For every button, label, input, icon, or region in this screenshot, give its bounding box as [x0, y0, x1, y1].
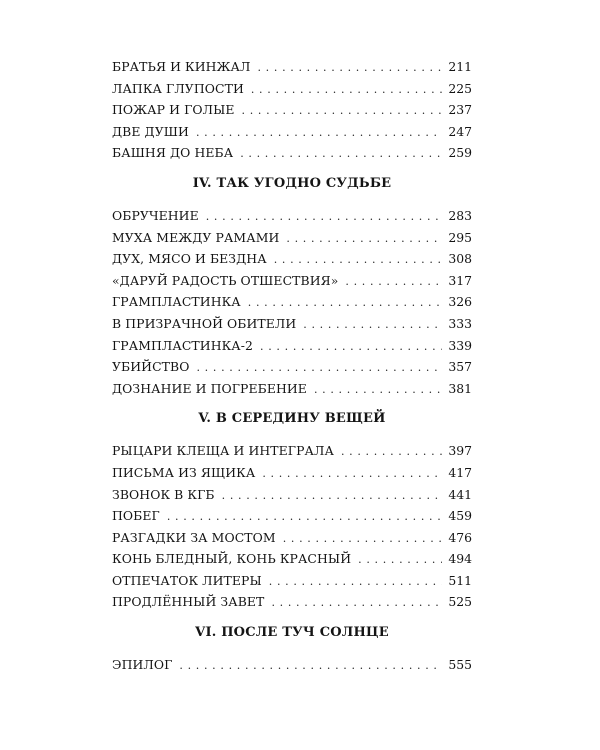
toc-entry-title: КОНЬ БЛЕДНЫЙ, КОНЬ КРАСНЫЙ: [112, 551, 352, 567]
toc-entry[interactable]: [112, 505, 472, 527]
dot-leader: [345, 271, 442, 293]
toc-entry-page: 308: [448, 251, 472, 267]
toc-entry[interactable]: [112, 270, 472, 292]
toc-entry[interactable]: [112, 527, 472, 549]
toc-entry-title: ЛАПКА ГЛУПОСТИ: [112, 80, 244, 96]
toc-entry[interactable]: [112, 121, 472, 143]
toc-entry-title: ОБРУЧЕНИЕ: [112, 207, 199, 223]
toc-entry[interactable]: [112, 440, 472, 462]
toc-entry[interactable]: [112, 570, 472, 592]
dot-leader: [303, 314, 442, 336]
toc-entry-page: 259: [448, 145, 472, 161]
dot-leader: [248, 292, 443, 314]
toc-entry[interactable]: [112, 227, 472, 249]
dot-leader: [240, 143, 442, 165]
toc-entry-title: ПРОДЛЁННЫЙ ЗАВЕТ: [112, 594, 265, 610]
toc-entry-title: БРАТЬЯ И КИНЖАЛ: [112, 59, 251, 74]
dot-leader: [206, 206, 443, 228]
toc-entry[interactable]: [112, 356, 472, 378]
toc-entry[interactable]: [112, 291, 472, 313]
toc-entry-page: 459: [448, 508, 472, 524]
dot-leader: [167, 506, 443, 528]
toc-entry-title: РАЗГАДКИ ЗА МОСТОМ: [112, 529, 276, 545]
toc-entry-title: ЭПИЛОГ: [112, 657, 173, 673]
toc-entry-page: 417: [448, 464, 472, 480]
toc-entry-title: МУХА МЕЖДУ РАМАМИ: [112, 229, 280, 245]
section-spacer: [112, 643, 472, 654]
dot-leader: [242, 100, 443, 122]
toc-entry-title: ГРАМПЛАСТИНКА: [112, 294, 241, 310]
toc-entry-title: ОТПЕЧАТОК ЛИТЕРЫ: [112, 572, 262, 588]
toc-entry-page: 237: [448, 102, 472, 118]
dot-leader: [358, 549, 442, 571]
toc-entry-title: РЫЦАРИ КЛЕЩА И ИНТЕГРАЛА: [112, 443, 334, 459]
toc-entry[interactable]: [112, 248, 472, 270]
dot-leader: [262, 463, 442, 485]
dot-leader: [257, 57, 442, 79]
toc-entry-page: 247: [448, 123, 472, 139]
toc-entry-page: 555: [448, 657, 472, 673]
dot-leader: [196, 357, 442, 379]
toc-entry-title: ГРАМПЛАСТИНКА-2: [112, 337, 254, 353]
dot-leader: [283, 528, 443, 550]
toc-entry[interactable]: [112, 548, 472, 570]
toc-entry-title: ЗВОНОК В КГБ: [112, 486, 215, 502]
toc-entry-title: ДУХ, МЯСО И БЕЗДНА: [112, 251, 267, 267]
toc-entry-title: ДВЕ ДУШИ: [112, 123, 189, 139]
dot-leader: [271, 592, 442, 614]
toc-entry-page: 476: [448, 529, 472, 545]
toc-entry-page: 511: [448, 572, 472, 588]
toc-entry[interactable]: [112, 205, 472, 227]
section-spacer: [112, 429, 472, 440]
toc-entry[interactable]: [112, 591, 472, 613]
toc-entry-page: 339: [448, 337, 472, 353]
toc-entry[interactable]: [112, 335, 472, 357]
table-of-contents: [112, 56, 472, 676]
toc-entry[interactable]: [112, 484, 472, 506]
toc-entry-title: ПОЖАР И ГОЛЫЕ: [112, 102, 235, 118]
toc-entry-page: 441: [448, 486, 472, 502]
toc-entry[interactable]: [112, 78, 472, 100]
toc-entry[interactable]: [112, 378, 472, 400]
toc-entry-page: 357: [448, 359, 472, 375]
toc-entry-page: 494: [448, 551, 472, 567]
toc-entry-page: 326: [448, 294, 472, 310]
toc-entry[interactable]: [112, 142, 472, 164]
toc-entry-page: 283: [448, 207, 472, 223]
section-heading: VI. ПОСЛЕ ТУЧ СОЛНЦЕ: [195, 625, 389, 641]
section-spacer: [112, 164, 472, 174]
toc-entry-page: 381: [448, 380, 472, 396]
toc-entry-page: 397: [448, 443, 472, 459]
toc-entry-page: 333: [448, 315, 472, 331]
toc-entry-title: «ДАРУЙ РАДОСТЬ ОТШЕСТВИЯ»: [112, 272, 339, 288]
toc-entry-page: 525: [448, 594, 472, 610]
toc-entry-title: БАШНЯ ДО НЕБА: [112, 145, 234, 161]
toc-entry[interactable]: [112, 462, 472, 484]
dot-leader: [251, 79, 442, 101]
toc-entry-title: ПОБЕГ: [112, 508, 160, 524]
dot-leader: [274, 249, 443, 271]
dot-leader: [179, 655, 442, 677]
dot-leader: [286, 228, 442, 250]
section-spacer: [112, 399, 472, 409]
dot-leader: [269, 571, 443, 593]
toc-entry-page: 225: [448, 80, 472, 96]
toc-entry[interactable]: [112, 313, 472, 335]
dot-leader: [260, 336, 442, 358]
toc-entry-page: 295: [448, 229, 472, 245]
toc-entry-title: ПИСЬМА ИЗ ЯЩИКА: [112, 464, 256, 480]
section-heading: IV. ТАК УГОДНО СУДЬБЕ: [192, 175, 392, 191]
toc-entry-page: 317: [448, 272, 472, 288]
section-heading: V. В СЕРЕДИНУ ВЕЩЕЙ: [198, 411, 386, 427]
dot-leader: [196, 122, 442, 144]
toc-entry[interactable]: [112, 56, 472, 78]
toc-entry-title: ДОЗНАНИЕ И ПОГРЕБЕНИЕ: [112, 380, 307, 396]
toc-entry[interactable]: [112, 654, 472, 676]
toc-entry-title: В ПРИЗРАЧНОЙ ОБИТЕЛИ: [112, 315, 297, 331]
dot-leader: [341, 441, 442, 463]
toc-entry[interactable]: [112, 99, 472, 121]
toc-entry-title: УБИЙСТВО: [112, 359, 190, 375]
dot-leader: [314, 379, 442, 401]
section-spacer: [112, 194, 472, 205]
section-spacer: [112, 613, 472, 623]
dot-leader: [222, 485, 443, 507]
toc-entry-page: 211: [448, 59, 472, 74]
